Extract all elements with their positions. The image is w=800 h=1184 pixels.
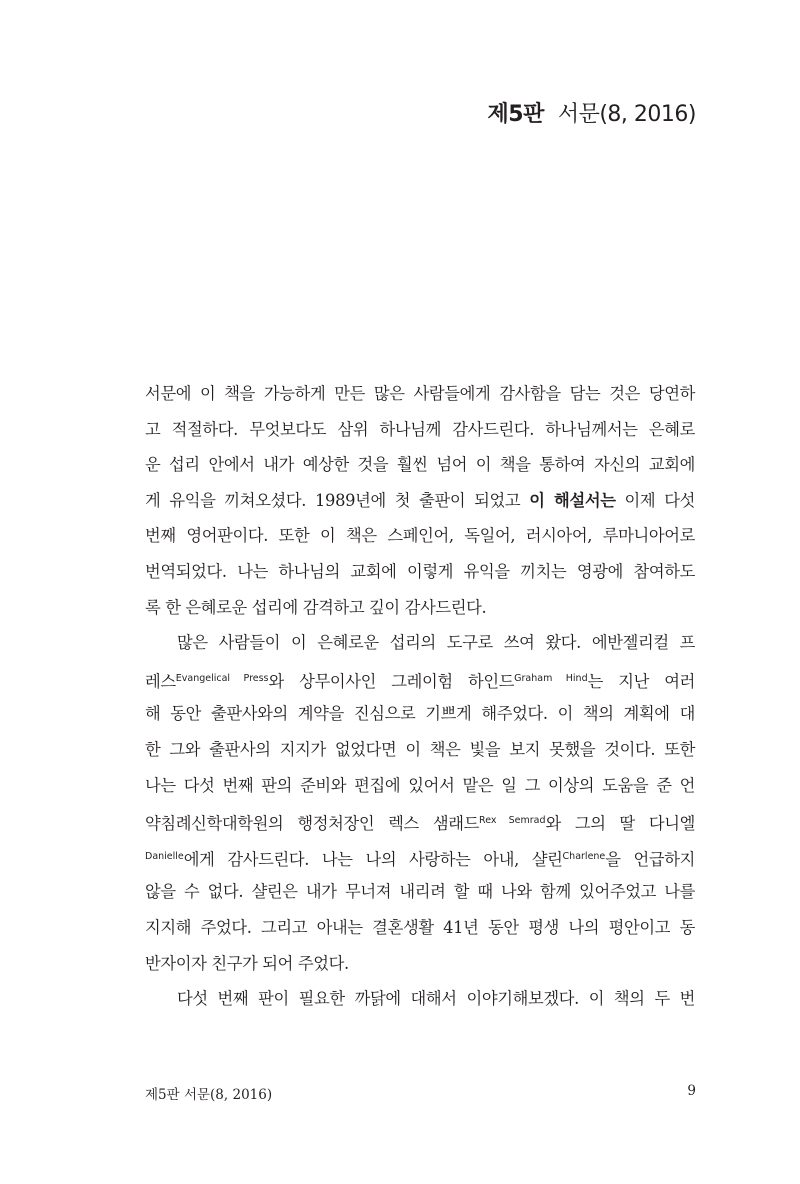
text-line: 해 동안 출판사와의 계약을 진심으로 기쁘게 해주었다. 이 책의 계획에 대 — [145, 704, 695, 724]
original-name-gloss: Graham Hind — [514, 672, 588, 684]
text-line: 록 한 은혜로운 섭리에 감격하고 깊이 감사드린다. — [145, 597, 487, 617]
text-line: 한 그와 출판사의 지지가 없었다면 이 책은 빛을 보지 못했을 것이다. 또한 — [145, 739, 695, 759]
text-line: 많은 사람들이 이 은혜로운 섭리의 도구로 쓰여 왔다. 에반젤리컬 프 — [177, 633, 695, 653]
text-line: 서문에 이 책을 가능하게 만든 많은 사람들에게 감사함을 담는 것은 당연하 — [145, 384, 695, 403]
original-name-gloss: Rex Semrad — [479, 815, 546, 827]
text-line — [145, 661, 695, 697]
text-run: 게 유익을 끼쳐오셨다. 1989년에 첫 출판이 되었고 — [145, 490, 530, 510]
text-run: 이제 다섯 — [615, 490, 695, 510]
text-line: 않을 수 없다. 샬린은 내가 무너져 내리려 할 때 나와 함께 있어주었고 나를 — [145, 882, 695, 902]
original-name-gloss: Charlene — [562, 850, 606, 862]
text-line: 나는 다섯 번째 판의 준비와 편집에 있어서 맡은 일 그 이상의 도움을 준 언 — [145, 775, 695, 795]
original-name-gloss: Evangelical Press — [175, 672, 269, 684]
text-line: 지지해 주었다. 그리고 아내는 결혼생활 41년 동안 평생 나의 평안이고 동 — [145, 917, 695, 937]
chapter-header — [488, 97, 696, 128]
running-footer-title: 제5판 서문(8, 2016) — [145, 1087, 273, 1103]
paragraph-2 — [145, 625, 695, 981]
text-run: 을 언급하지 — [605, 849, 695, 869]
text-line — [145, 803, 695, 839]
text-run: 와 그의 딸 다니엘 — [545, 814, 695, 834]
paragraph-1 — [145, 376, 695, 625]
original-name-gloss: Danielle — [145, 850, 184, 862]
text-line — [145, 483, 695, 519]
paragraph-3 — [145, 981, 695, 1017]
edition-label: 제5판 — [487, 102, 544, 127]
chapter-title: 서문(8, 2016) — [557, 102, 696, 127]
body-text — [145, 376, 695, 1017]
text-run: 약침례신학대학원의 행정처장인 렉스 샘래드 — [145, 814, 480, 834]
text-line: 번역되었다. 나는 하나님의 교회에 이렇게 유익을 끼치는 영광에 참여하도 — [145, 561, 695, 581]
bold-phrase: 이 해설서는 — [529, 490, 616, 510]
text-run: 에게 감사드린다. 나는 나의 사랑하는 아내, 샬린 — [183, 849, 563, 869]
page-number: 9 — [687, 1083, 696, 1099]
text-run: 는 지난 여러 — [587, 671, 695, 691]
text-line: 반자이자 친구가 되어 주었다. — [145, 953, 349, 973]
text-line: 고 적절하다. 무엇보다도 삼위 하나님께 감사드린다. 하나님께서는 은혜로 — [145, 419, 695, 439]
text-line: 번째 영어판이다. 또한 이 책은 스페인어, 독일어, 러시아어, 루마니아어로 — [145, 526, 695, 546]
text-line: 운 섭리 안에서 내가 예상한 것을 훨씬 넘어 이 책을 통하여 자신의 교회에 — [145, 455, 695, 475]
text-line — [145, 839, 695, 875]
text-line: 다섯 번째 판이 필요한 까닭에 대해서 이야기해보겠다. 이 책의 두 번 — [177, 989, 695, 1009]
text-run: 와 상무이사인 그레이험 하인드 — [268, 671, 515, 691]
text-run: 레스 — [145, 671, 176, 691]
